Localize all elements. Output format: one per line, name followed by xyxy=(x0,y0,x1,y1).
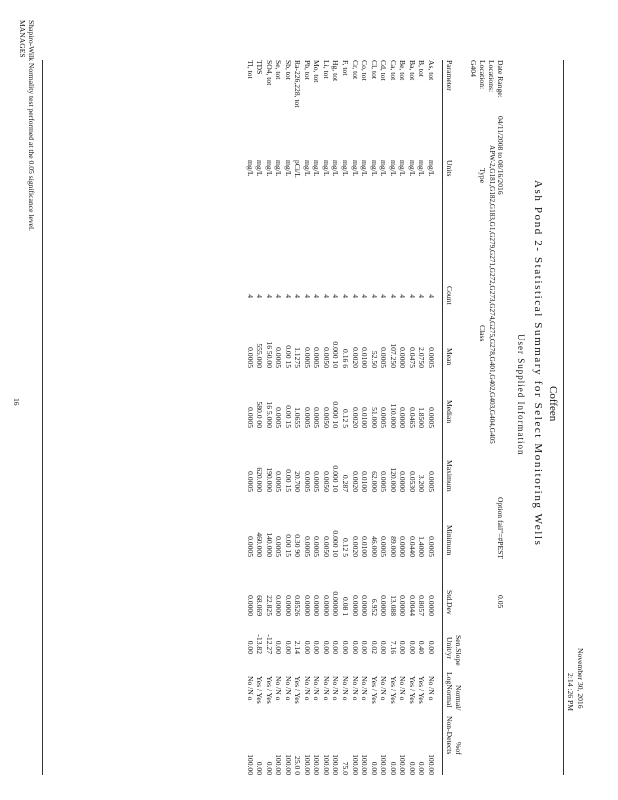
cell-count: 4 xyxy=(264,294,274,298)
cell-nd: 0.00 xyxy=(388,761,398,775)
cell-slope: 0.00 xyxy=(398,640,408,654)
cell-normal: No /N o xyxy=(331,676,341,701)
cell-parameter: Be, tot xyxy=(398,60,408,81)
col-parameter: Parameter xyxy=(445,60,454,91)
cell-slope: 0.00 xyxy=(283,640,293,654)
cell-maximum: 620.000 xyxy=(255,467,265,492)
col-non-detects: Non-Detects xyxy=(445,716,454,755)
cell-median: 0.0005 xyxy=(302,407,312,428)
cell-std-dev: 0.0000 xyxy=(312,595,322,616)
cell-parameter: SO4, tot xyxy=(264,60,274,86)
signature-text: MANAGES xyxy=(18,20,27,58)
cell-std-dev: 22.825 xyxy=(264,595,274,616)
cell-std-dev: 0.0000 xyxy=(427,595,436,616)
cell-maximum: 0.000 10 xyxy=(331,465,341,492)
cell-median: 0.0005 xyxy=(379,407,389,428)
cell-nd: 0.00 xyxy=(407,761,417,775)
cell-nd: 100.00 xyxy=(312,754,322,775)
cell-mean: 555.000 xyxy=(255,343,265,368)
cell-parameter: B, tot xyxy=(417,60,427,77)
cell-normal: No /N o xyxy=(360,676,370,701)
cell-parameter: Li, tot xyxy=(321,60,331,79)
cell-maximum: 0.0100 xyxy=(360,471,370,492)
cell-maximum: 0.287 xyxy=(341,474,351,492)
cell-std-dev: 6.952 xyxy=(369,598,379,616)
cell-mean: 16 50.00 xyxy=(264,341,274,368)
cell-normal: No /N o xyxy=(350,676,360,701)
cell-maximum: 0.0005 xyxy=(379,471,389,492)
cell-std-dev: 13.088 xyxy=(388,595,398,616)
cell-slope: 0.00 xyxy=(427,640,436,654)
cell-slope: 0.00 xyxy=(331,640,341,654)
cell-count: 4 xyxy=(312,294,322,298)
cell-nd: 100.00 xyxy=(398,754,408,775)
cell-mean: 52.50 xyxy=(369,350,379,368)
cell-maximum: 0.0005 xyxy=(312,471,322,492)
cell-median: 0.0005 xyxy=(312,407,322,428)
cell-minimum: 0.0000 xyxy=(398,536,408,557)
cell-median: 0.0005 xyxy=(427,407,436,428)
cell-nd: 25.0 0 xyxy=(293,756,303,775)
cell-mean: 0.0005 xyxy=(312,347,322,368)
cell-minimum: 46.000 xyxy=(369,536,379,557)
cell-std-dev: 0.0000 xyxy=(321,595,331,616)
cell-maximum: 0.0005 xyxy=(245,471,255,492)
cell-slope: 0.00 xyxy=(350,640,360,654)
cell-median: 1.8500 xyxy=(417,407,427,428)
cell-normal: No /N o xyxy=(398,676,408,701)
cell-nd: 100.00 xyxy=(245,754,255,775)
col-pct: %of xyxy=(454,742,463,755)
cell-count: 4 xyxy=(360,294,370,298)
cell-units: mg/L xyxy=(312,160,322,177)
cell-units: mg/L xyxy=(255,160,265,177)
report-time: 2:14 :26 PM xyxy=(566,673,575,711)
cell-normal: Yes / Yes xyxy=(417,676,427,704)
cell-nd: 100.00 xyxy=(360,754,370,775)
cell-normal: Yes / Yes xyxy=(255,676,265,704)
cell-parameter: Ra-226,228, tot xyxy=(293,60,303,108)
cell-normal: No /N o xyxy=(283,676,293,701)
cell-mean: 0.0100 xyxy=(360,347,370,368)
cell-slope: 0.00 xyxy=(341,640,351,654)
col-minimum: Minimum xyxy=(445,525,454,556)
cell-mean: 0.0020 xyxy=(350,347,360,368)
col-median: Median xyxy=(445,400,454,424)
location-value: G404 xyxy=(469,60,478,77)
cell-std-dev: 0.0000 xyxy=(274,595,284,616)
cell-nd: 100.00 xyxy=(302,754,312,775)
cell-parameter: Pb, tot xyxy=(302,60,312,80)
cell-median: 0.0005 xyxy=(245,407,255,428)
cell-mean: 107.250 xyxy=(388,343,398,368)
cell-slope: 0.40 xyxy=(417,640,427,654)
col-lognormal: LogNormal xyxy=(445,672,454,708)
cell-mean: 0.0475 xyxy=(407,347,417,368)
cell-count: 4 xyxy=(341,294,351,298)
cell-median: 0.00 15 xyxy=(283,405,293,428)
cell-slope: -13.82 xyxy=(255,634,265,654)
cell-units: mg/L xyxy=(302,160,312,177)
col-sen-slope-unit: Unit/yr xyxy=(445,637,454,659)
cell-parameter: Mo, tot xyxy=(312,60,322,83)
cell-parameter: Cd, tot xyxy=(379,60,389,81)
cell-count: 4 xyxy=(255,294,265,298)
cell-minimum: 89.000 xyxy=(388,536,398,557)
cell-normal: No /N o xyxy=(274,676,284,701)
cell-nd: 0.00 xyxy=(369,761,379,775)
cell-parameter: As, tot xyxy=(427,60,436,81)
cell-minimum: 0.12 5 xyxy=(341,538,351,557)
cell-nd: 75.0 xyxy=(341,761,351,775)
type-label: Type xyxy=(478,168,487,184)
cell-median: 0.000 10 xyxy=(331,401,341,428)
cell-std-dev: 0.8057 xyxy=(417,595,427,616)
cell-maximum: 20.700 xyxy=(293,471,303,492)
cell-median: 580.0 00 xyxy=(255,401,265,428)
cell-std-dev: 0.0000 xyxy=(302,595,312,616)
cell-maximum: 0.0005 xyxy=(427,471,436,492)
cell-units: mg/L xyxy=(388,160,398,177)
cell-std-dev: 0.00000 xyxy=(331,591,341,616)
cell-nd: 0.00 xyxy=(255,761,265,775)
cell-mean: 0.0005 xyxy=(245,347,255,368)
cell-slope: 0.00 xyxy=(321,640,331,654)
cell-minimum: 0.0050 xyxy=(321,536,331,557)
option-value: 0.05 xyxy=(496,595,505,609)
cell-normal: Yes / Yes xyxy=(388,676,398,704)
cell-minimum: 0.0100 xyxy=(360,536,370,557)
cell-units: mg/L xyxy=(321,160,331,177)
cell-slope: 0.02 xyxy=(369,640,379,654)
cell-maximum: 62.000 xyxy=(369,471,379,492)
location-label: Location: xyxy=(478,60,487,90)
cell-minimum: 1.4000 xyxy=(417,536,427,557)
cell-minimum: 0.0005 xyxy=(379,536,389,557)
cell-units: pCi/L xyxy=(293,160,303,178)
cell-median: 0.0000 xyxy=(398,407,408,428)
header-rule xyxy=(442,60,443,775)
cell-mean: 0.0005 xyxy=(427,347,436,368)
cell-minimum: 0.0020 xyxy=(350,536,360,557)
cell-parameter: TDS xyxy=(255,60,265,75)
col-std-dev: Std.Dev xyxy=(445,590,454,615)
cell-minimum: 140.000 xyxy=(264,532,274,557)
cell-nd: 100.00 xyxy=(350,754,360,775)
report-title-site: Coffeen xyxy=(547,386,559,422)
cell-mean: 0.00 15 xyxy=(283,345,293,368)
col-normal: Normal/ xyxy=(454,685,463,711)
col-sen-slope: Sen.Slope xyxy=(454,635,463,666)
cell-count: 4 xyxy=(283,294,293,298)
cell-slope: 0.00 xyxy=(274,640,284,654)
col-units: Units xyxy=(445,160,454,177)
cell-slope: -12.27 xyxy=(264,634,274,654)
cell-maximum: 0.0000 xyxy=(398,471,408,492)
date-range-label: Date Range: xyxy=(496,60,505,98)
report-subtitle: User Supplied Information xyxy=(516,334,526,456)
cell-minimum: 0.0005 xyxy=(312,536,322,557)
cell-nd: 100.00 xyxy=(283,754,293,775)
cell-parameter: Cr, tot xyxy=(350,60,360,80)
cell-units: mg/L xyxy=(427,160,436,177)
cell-minimum: 0.0005 xyxy=(302,536,312,557)
cell-parameter: Co, tot xyxy=(360,60,370,81)
cell-median: 110.000 xyxy=(388,403,398,428)
cell-maximum: 0.0005 xyxy=(302,471,312,492)
cell-minimum: 0.0005 xyxy=(427,536,436,557)
cell-slope: 0.00 xyxy=(360,640,370,654)
cell-normal: Yes / Yes xyxy=(293,676,303,704)
cell-units: mg/L xyxy=(398,160,408,177)
cell-parameter: Cl, tot xyxy=(369,60,379,79)
cell-std-dev: 0.0000 xyxy=(398,595,408,616)
cell-count: 4 xyxy=(398,294,408,298)
cell-minimum: 0.0005 xyxy=(245,536,255,557)
cell-count: 4 xyxy=(302,294,312,298)
cell-maximum: 120.000 xyxy=(388,467,398,492)
cell-count: 4 xyxy=(379,294,389,298)
cell-mean: 0.0050 xyxy=(321,347,331,368)
cell-slope: 0.00 xyxy=(407,640,417,654)
cell-units: mg/L xyxy=(245,160,255,177)
cell-std-dev: 0.0000 xyxy=(283,595,293,616)
col-mean: Mean xyxy=(445,348,454,366)
cell-parameter: Ca, tot xyxy=(388,60,398,81)
cell-nd: 100.00 xyxy=(331,754,341,775)
cell-median: 1.0655 xyxy=(293,407,303,428)
cell-count: 4 xyxy=(407,294,417,298)
cell-nd: 0.00 xyxy=(264,761,274,775)
cell-normal: No /N o xyxy=(312,676,322,701)
cell-normal: Yes / Yes xyxy=(264,676,274,704)
cell-minimum: 0.0005 xyxy=(274,536,284,557)
cell-count: 4 xyxy=(331,294,341,298)
cell-units: mg/L xyxy=(283,160,293,177)
cell-maximum: 3.200 xyxy=(417,474,427,492)
cell-normal: No /N o xyxy=(321,676,331,701)
cell-mean: 0.0005 xyxy=(302,347,312,368)
cell-parameter: Tl, tot xyxy=(245,60,255,79)
cell-minimum: 0.30 90 xyxy=(293,534,303,557)
cell-units: mg/L xyxy=(264,160,274,177)
cell-std-dev: 0.0000 xyxy=(245,595,255,616)
cell-count: 4 xyxy=(369,294,379,298)
cell-nd: 100.00 xyxy=(427,754,436,775)
cell-slope: 7.16 xyxy=(388,640,398,654)
cell-count: 4 xyxy=(350,294,360,298)
cell-normal: No /N o xyxy=(341,676,351,701)
cell-mean: 0.0005 xyxy=(274,347,284,368)
cell-normal: Yes / Yes xyxy=(369,676,379,704)
cell-median: 0.12 5 xyxy=(341,409,351,428)
cell-nd: 100.00 xyxy=(274,754,284,775)
cell-minimum: 0.000 10 xyxy=(331,530,341,557)
report-title: Ash Pond 2- Statistical Summary for Select Monitoring Wells xyxy=(532,180,544,547)
cell-units: mg/L xyxy=(379,160,389,177)
cell-count: 4 xyxy=(274,294,284,298)
cell-parameter: Hg, tot xyxy=(331,60,341,82)
cell-count: 4 xyxy=(293,294,303,298)
cell-slope: 2.14 xyxy=(293,640,303,654)
cell-normal: No /N o xyxy=(245,676,255,701)
cell-maximum: 0.0050 xyxy=(321,471,331,492)
cell-minimum: 460.000 xyxy=(255,532,265,557)
cell-slope: 0.00 xyxy=(302,640,312,654)
cell-count: 4 xyxy=(427,294,436,298)
col-maximum: Maximum xyxy=(445,460,454,492)
normality-note: Shapiro-Wilk Normality test performed at the 0.05 significance level. xyxy=(27,20,36,231)
cell-slope: 0.00 xyxy=(379,640,389,654)
cell-parameter: Se, tot xyxy=(274,60,284,80)
bottom-rule xyxy=(42,60,43,775)
report-date: November 30, 2016 xyxy=(576,648,585,709)
cell-std-dev: 0.08 1 xyxy=(341,597,351,616)
cell-parameter: Sb, tot xyxy=(283,60,293,80)
page-number: 16 xyxy=(12,398,21,406)
cell-std-dev: 0.0044 xyxy=(407,595,417,616)
cell-units: mg/L xyxy=(274,160,284,177)
cell-mean: 1.1275 xyxy=(293,347,303,368)
cell-median: 0.0005 xyxy=(274,407,284,428)
cell-median: 51.000 xyxy=(369,407,379,428)
cell-std-dev: 68.069 xyxy=(255,595,265,616)
cell-maximum: 0.0005 xyxy=(274,471,284,492)
cell-median: 0.0020 xyxy=(350,407,360,428)
cell-maximum: 0.00 15 xyxy=(283,469,293,492)
cell-normal: Yes / Yes xyxy=(407,676,417,704)
cell-parameter: Ba, tot xyxy=(407,60,417,81)
cell-std-dev: 0.0000 xyxy=(350,595,360,616)
locations-value: APW-2,G181,G182,G183,G1,G279,G271,G272,G273,G274,G275,G278,G401,G402,G403,G404,G405 xyxy=(488,145,496,444)
cell-count: 4 xyxy=(388,294,398,298)
cell-normal: No /N o xyxy=(379,676,389,701)
cell-count: 4 xyxy=(417,294,427,298)
cell-maximum: 0.0530 xyxy=(407,471,417,492)
cell-mean: 0.000 10 xyxy=(331,341,341,368)
cell-parameter: F, tot xyxy=(341,60,351,76)
cell-maximum: 190.000 xyxy=(264,467,274,492)
class-label: Class xyxy=(478,325,487,342)
cell-slope: 0.00 xyxy=(312,640,322,654)
cell-slope: 0.00 xyxy=(245,640,255,654)
cell-nd: 100.00 xyxy=(321,754,331,775)
cell-count: 4 xyxy=(245,294,255,298)
cell-median: 0.0465 xyxy=(407,407,417,428)
cell-median: 16 5.000 xyxy=(264,401,274,428)
cell-mean: 0.0000 xyxy=(398,347,408,368)
col-count: Count xyxy=(445,286,454,305)
cell-count: 4 xyxy=(321,294,331,298)
top-rule xyxy=(563,60,564,775)
cell-units: mg/L xyxy=(341,160,351,177)
date-range-value: 04/11/2008 to 08/16/2016 xyxy=(496,116,505,195)
cell-normal: No /N o xyxy=(427,676,436,701)
cell-nd: 100.00 xyxy=(379,754,389,775)
cell-units: mg/L xyxy=(369,160,379,177)
locations-label: Locations: xyxy=(487,60,496,93)
cell-normal: No /N o xyxy=(302,676,312,701)
cell-mean: 0.16 6 xyxy=(341,349,351,368)
cell-units: mg/L xyxy=(407,160,417,177)
cell-units: mg/L xyxy=(360,160,370,177)
cell-nd: 0.00 xyxy=(417,761,427,775)
cell-units: mg/L xyxy=(350,160,360,177)
cell-minimum: 0.00 15 xyxy=(283,534,293,557)
cell-mean: 0.0005 xyxy=(379,347,389,368)
cell-minimum: 0.0440 xyxy=(407,536,417,557)
cell-median: 0.0100 xyxy=(360,407,370,428)
cell-std-dev: 0.0000 xyxy=(360,595,370,616)
option-label: Option fail"=#PEST xyxy=(496,497,505,560)
cell-units: mg/L xyxy=(417,160,427,177)
cell-maximum: 0.0020 xyxy=(350,471,360,492)
cell-std-dev: 0.0000 xyxy=(379,595,389,616)
cell-std-dev: 0.8526 xyxy=(293,595,303,616)
cell-median: 0.0050 xyxy=(321,407,331,428)
cell-units: mg/L xyxy=(331,160,341,177)
cell-mean: 2.0750 xyxy=(417,347,427,368)
